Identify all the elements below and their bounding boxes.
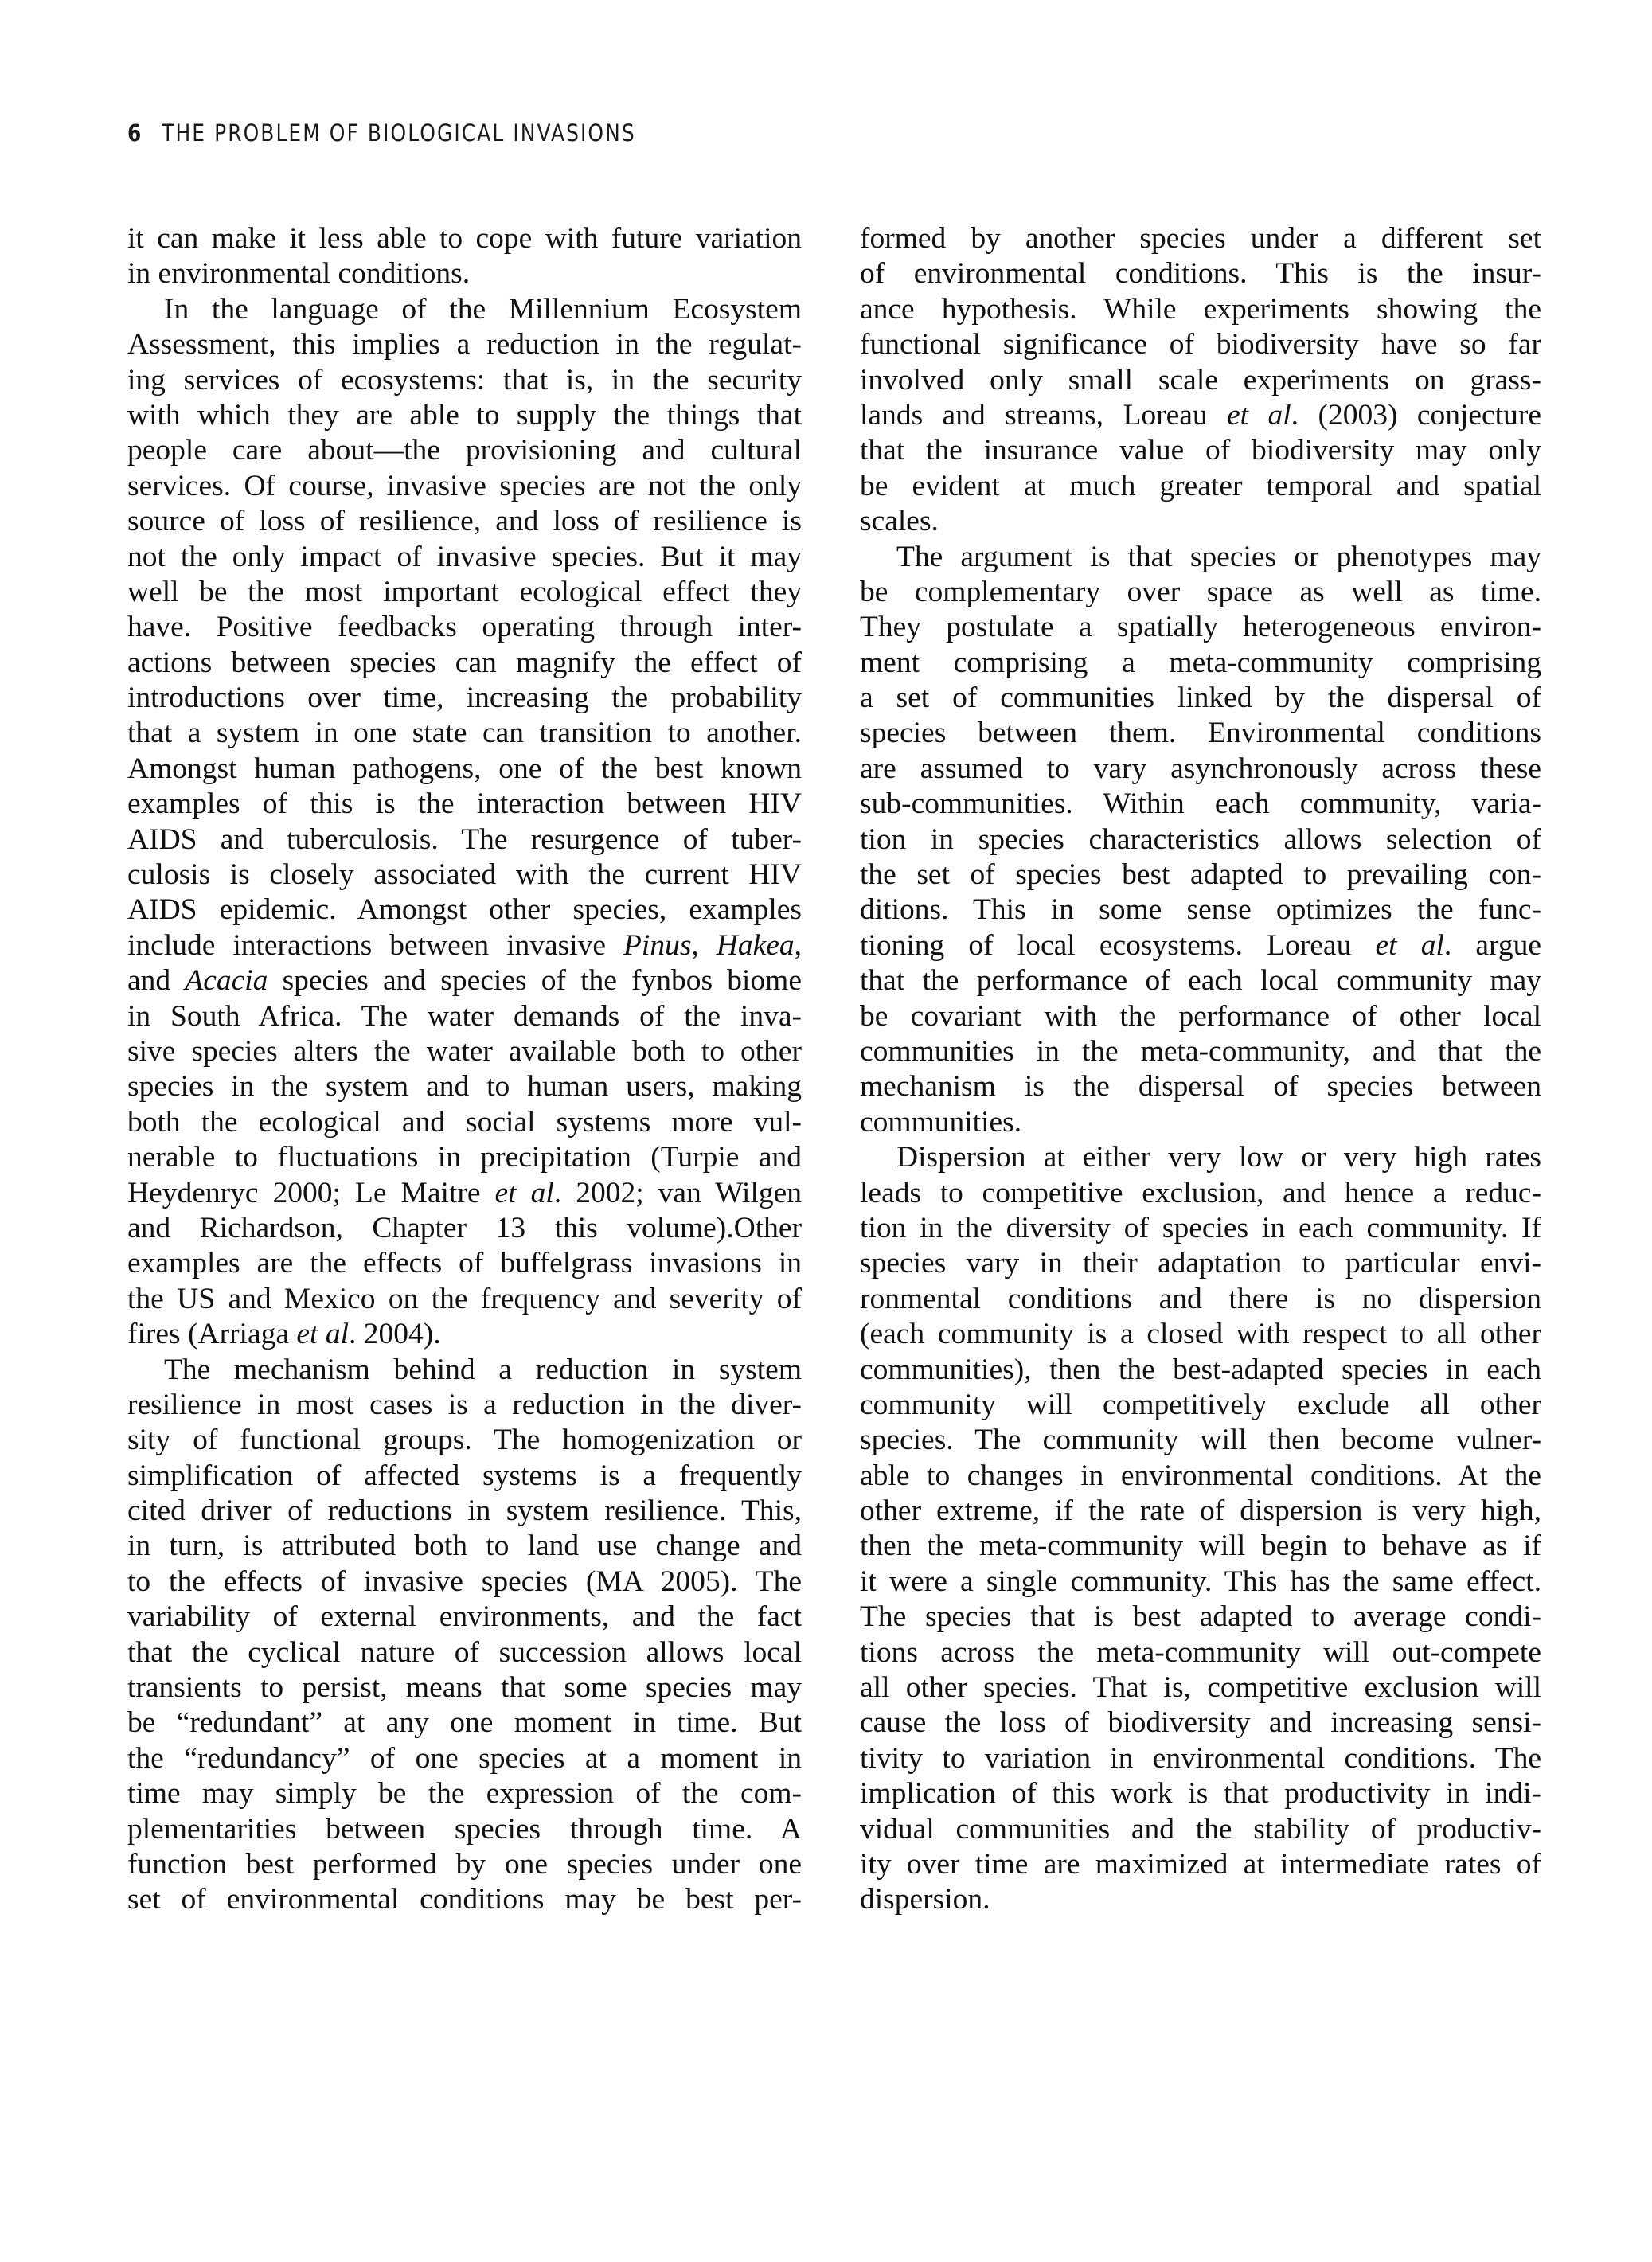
italic-term: Acacia (185, 964, 268, 998)
text-line: dispersion. (860, 1883, 990, 1916)
text-line: The species that is best adapted to average condi- (860, 1600, 1541, 1634)
text-line: ance hypothesis. While experiments showing the (860, 292, 1541, 326)
text-line: species. The community will then become vulner- (860, 1424, 1541, 1457)
text-line: are assumed to vary asynchronously across these (860, 752, 1541, 785)
text-line: cause the loss of biodiversity and increasing sensi- (860, 1706, 1541, 1740)
text-line: and Richardson, Chapter 13 this volume).Other (127, 1211, 802, 1244)
text-line: ditions. This in some sense optimizes the func- (860, 893, 1541, 927)
text-line: be covariant with the performance of other local (860, 999, 1541, 1033)
text-line: (each community is a closed with respect to all other (860, 1318, 1541, 1351)
text-line: examples of this is the interaction between HIV (127, 787, 802, 821)
text-line: that a system in one state can transition to another. (127, 717, 802, 750)
text-line: be evident at much greater temporal and spatial (860, 469, 1541, 502)
text-line: in turn, is attributed both to land use change and (127, 1529, 802, 1563)
text-line: function best performed by one species under one (127, 1847, 802, 1881)
italic-term: Pinus (623, 928, 692, 962)
text-line: variability of external environments, and the fact (127, 1600, 802, 1634)
text-line: implication of this work is that productivity in indi- (860, 1777, 1541, 1811)
text-line: have. Positive feedbacks operating through inter- (127, 611, 802, 644)
text-line: sub-communities. Within each community, varia- (860, 787, 1541, 821)
text-line: AIDS epidemic. Amongst other species, examples (127, 893, 802, 927)
text-line: with which they are able to supply the things that (127, 398, 802, 432)
text-line: people care about—the provisioning and cultural (127, 434, 802, 467)
text-line: tion in species characteristics allows selection of (860, 822, 1541, 856)
text-line: it were a single community. This has the same effect. (860, 1565, 1541, 1598)
text-line: AIDS and tuberculosis. The resurgence of tuber- (127, 822, 802, 856)
text-line: the US and Mexico on the frequency and severity of (127, 1282, 802, 1315)
text-line: in South Africa. The water demands of the inva- (127, 999, 802, 1033)
text-line: tivity to variation in environmental conditions. The (860, 1741, 1541, 1775)
text-line: formed by another species under a different set (860, 222, 1541, 255)
text-line: not the only impact of invasive species. But it may (127, 540, 802, 573)
text-line: well be the most important ecological effect they (127, 575, 802, 608)
page-number: 6 (127, 119, 142, 147)
text-line: the “redundancy” of one species at a moment in (127, 1741, 802, 1775)
text-line: The mechanism behind a reduction in system (164, 1353, 802, 1386)
right-column (860, 221, 1541, 1918)
text-line: be complementary over space as well as time. (860, 575, 1541, 608)
text-line: and Acacia species and species of the fynbos biome (127, 964, 802, 998)
text-line: ity over time are maximized at intermediate rates of (860, 1847, 1541, 1881)
text-line: functional significance of biodiversity have so far (860, 328, 1541, 361)
text-line: introductions over time, increasing the probability (127, 682, 802, 715)
text-line: The argument is that species or phenotypes may (896, 540, 1541, 573)
text-line: tion in the diversity of species in each community. If (860, 1211, 1541, 1244)
text-line: services. Of course, invasive species are not the only (127, 469, 802, 502)
text-line: able to changes in environmental conditions. At the (860, 1459, 1541, 1492)
running-head (127, 119, 636, 147)
text-line: Heydenryc 2000; Le Maitre et al. 2002; van Wilgen (127, 1176, 803, 1209)
italic-term: et al (494, 1176, 554, 1209)
text-line: all other species. That is, competitive exclusion will (860, 1671, 1541, 1705)
text-line: in environmental conditions. (127, 257, 471, 291)
text-line: species between them. Environmental conditions (860, 717, 1541, 750)
left-column (127, 221, 802, 1918)
text-line: source of loss of resilience, and loss of resilience is (127, 505, 802, 538)
text-line: actions between species can magnify the effect of (127, 646, 802, 679)
text-line: species in the system and to human users, making (127, 1070, 802, 1104)
text-line: vidual communities and the stability of productiv- (860, 1812, 1541, 1846)
text-line: scales. (860, 505, 939, 538)
text-line: nerable to fluctuations in precipitation (Turpie and (127, 1141, 802, 1174)
text-line: They postulate a spatially heterogeneous environ- (860, 611, 1541, 644)
text-line: then the meta-community will begin to behave as if (860, 1529, 1541, 1563)
text-line: the set of species best adapted to prevailing con- (860, 858, 1541, 892)
text-line: culosis is closely associated with the current HIV (127, 858, 802, 892)
text-line: sive species alters the water available both to other (127, 1034, 802, 1068)
text-line: ronmental conditions and there is no dispersion (860, 1282, 1541, 1315)
text-line: a set of communities linked by the dispersal of (860, 682, 1541, 715)
text-line: communities), then the best-adapted species in each (860, 1353, 1541, 1386)
text-line: lands and streams, Loreau et al. (2003) conjecture (860, 398, 1541, 432)
text-line: that the insurance value of biodiversity may only (860, 434, 1541, 467)
text-line: both the ecological and social systems more vul- (127, 1105, 802, 1139)
text-line: that the performance of each local community may (860, 964, 1541, 998)
text-line: to the effects of invasive species (MA 2005). The (127, 1565, 802, 1598)
text-line: of environmental conditions. This is the insur- (860, 257, 1541, 291)
text-line: it can make it less able to cope with future variation (127, 222, 802, 255)
text-line: ing services of ecosystems: that is, in the security (127, 363, 802, 397)
text-line: Assessment, this implies a reduction in the regulat- (127, 328, 802, 361)
running-head-title: THE PROBLEM OF BIOLOGICAL INVASIONS (162, 119, 636, 147)
text-line: ment comprising a meta-community comprising (860, 646, 1541, 679)
text-line: simplification of affected systems is a frequently (127, 1459, 802, 1492)
text-line: leads to competitive exclusion, and hence a reduc- (860, 1176, 1541, 1209)
italic-term: et al (296, 1318, 349, 1351)
text-line: Amongst human pathogens, one of the best known (127, 752, 802, 785)
text-line: community will competitively exclude all other (860, 1388, 1541, 1421)
text-line: tions across the meta-community will out-compete (860, 1635, 1541, 1669)
text-line: involved only small scale experiments on grass- (860, 363, 1541, 397)
text-line: cited driver of reductions in system resilience. This, (127, 1494, 802, 1528)
text-line: other extreme, if the rate of dispersion is very high, (860, 1494, 1541, 1528)
text-line: set of environmental conditions may be best per- (127, 1883, 802, 1916)
text-line: be “redundant” at any one moment in time. But (127, 1706, 802, 1740)
text-line: communities. (860, 1105, 1022, 1139)
text-line: examples are the effects of buffelgrass invasions in (127, 1247, 802, 1280)
text-line: communities in the meta-community, and that the (860, 1034, 1541, 1068)
text-line: time may simply be the expression of the com- (127, 1777, 802, 1811)
text-line: sity of functional groups. The homogenization or (127, 1424, 802, 1457)
text-line: include interactions between invasive Pinus, Hakea, (127, 928, 803, 962)
text-line: plementarities between species through time. A (127, 1812, 802, 1846)
italic-term: et al (1227, 398, 1291, 432)
text-line: Dispersion at either very low or very high rates (896, 1141, 1541, 1174)
text-line: that the cyclical nature of succession allows local (127, 1635, 802, 1669)
text-line: species vary in their adaptation to particular envi- (860, 1247, 1541, 1280)
text-line: In the language of the Millennium Ecosystem (164, 292, 802, 326)
text-line: tioning of local ecosystems. Loreau et al. argue (860, 928, 1541, 962)
italic-term: Hakea (716, 928, 795, 962)
italic-term: et al (1375, 928, 1444, 962)
text-line: mechanism is the dispersal of species between (860, 1070, 1541, 1104)
text-line: transients to persist, means that some species may (127, 1671, 802, 1705)
text-line: resilience in most cases is a reduction in the diver- (127, 1388, 802, 1421)
text-line: fires (Arriaga et al. 2004). (127, 1318, 441, 1351)
